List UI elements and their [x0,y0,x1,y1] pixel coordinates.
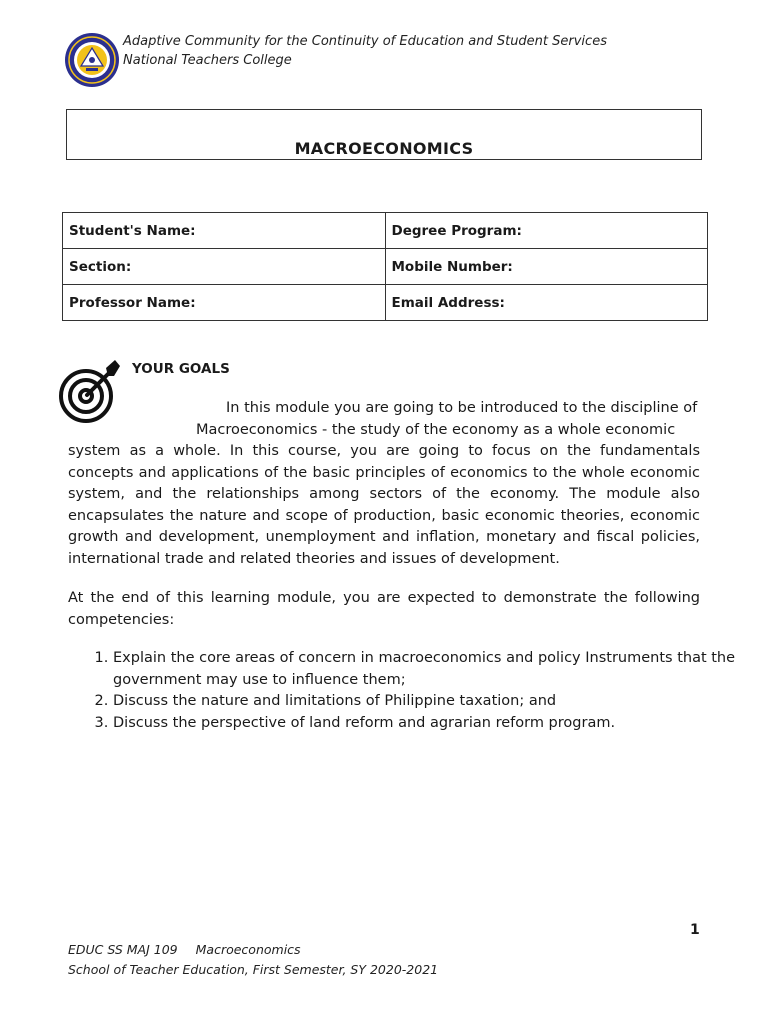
title-box [66,109,702,160]
list-item: 3. Discuss the perspective of land reform and agrarian reform program. [113,713,745,735]
footer-course-code: EDUC SS MAJ 109 [68,942,178,957]
section-cell: Section: [63,249,386,285]
footer-course-name: Macroeconomics [195,942,301,957]
mobile-number-cell: Mobile Number: [385,249,708,285]
table-row [63,213,708,249]
students-name-cell: Student's Name: [63,213,386,249]
goals-paragraph-rest: system as a whole. In this course, you are going to focus on the fundamentals concepts and applications of the basic principles of economics to the whole economic system, and the relationships among sectors of the economy. The module also encapsulates the nature and scope of production, basic economic theories, economic growth and development, unemployment and inflation, monetary and fiscal policies, international trade and related theories and issues of development. [68,443,700,567]
professor-name-cell: Professor Name: [63,285,386,321]
goals-paragraph [68,398,700,570]
table-row [63,285,708,321]
header-line-college: National Teachers College [123,53,292,68]
table-row [63,249,708,285]
degree-program-cell: Degree Program: [385,213,708,249]
header-line-organization: Adaptive Community for the Continuity of Education and Student Services [123,34,607,49]
goals-paragraph-line2: Macroeconomics - the study of the economy as a whole economic [196,421,676,438]
list-item: 2. Discuss the nature and limitations of Philippine taxation; and [113,691,745,713]
ntc-seal-icon [64,32,120,88]
document-footer [68,940,438,980]
list-item: 1. Explain the core areas of concern in macroeconomics and policy Instruments that the government may use to influence them; [113,648,745,691]
footer-school-line: School of Teacher Education, First Semester, SY 2020-2021 [68,962,439,977]
document-header [64,30,704,90]
header-text [123,32,607,70]
student-info-table [62,212,708,321]
page-title: MACROECONOMICS [294,139,474,158]
competencies-list [68,648,745,734]
goals-paragraph-line1: In this module you are going to be introduced to the discipline of [226,400,698,416]
page-number: 1 [690,922,700,938]
competencies-intro: At the end of this learning module, you are expected to demonstrate the following competencies: [68,590,700,628]
your-goals-heading: YOUR GOALS [132,361,230,377]
email-address-cell: Email Address: [385,285,708,321]
footer-course-line [68,940,438,960]
